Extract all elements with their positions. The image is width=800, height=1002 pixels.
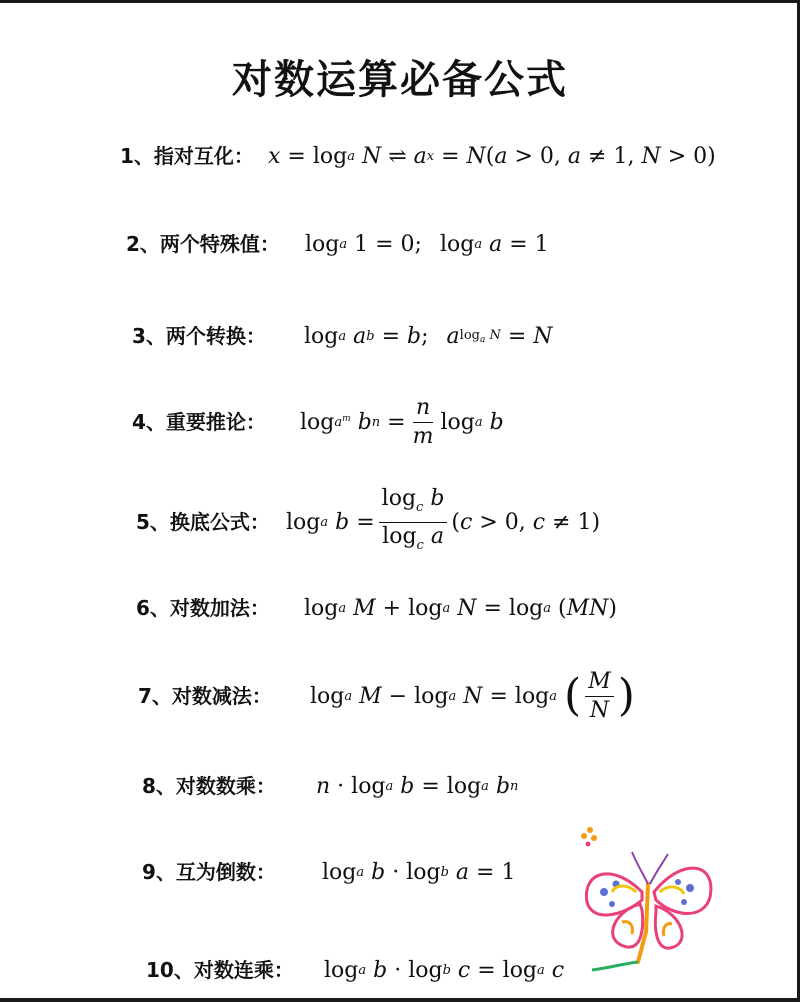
fraction-change-of-base: $\frac{\log_c b}{\log_c a}$ bbox=[379, 487, 448, 558]
formula-7: log a M − log a N = log a ( $\frac{M}{N}$ ) bbox=[310, 668, 635, 723]
formula-5: log a b = $\frac{\log_c b}{\log_c a}$ ( c > 0, c ≠ 1) bbox=[286, 492, 600, 552]
formula-4: log $a^m$ b n = $\frac{n}{m}$ log a b bbox=[300, 394, 504, 449]
formula-label-3: 3、两个转换： bbox=[132, 324, 266, 348]
formula-label-1: 1、指对互化： bbox=[120, 144, 254, 168]
formula-row-4 bbox=[0, 392, 800, 452]
formula-row-6 bbox=[0, 578, 800, 638]
formula-label-7: 7、对数减法： bbox=[138, 684, 272, 708]
fraction-n-over-m: $\frac{n}{m}$ bbox=[412, 394, 434, 449]
formula-row-2 bbox=[0, 214, 800, 274]
formula-2: log a 1 = 0; log a a = 1 bbox=[305, 231, 549, 257]
formula-row-3 bbox=[0, 306, 800, 366]
formula-row-7 bbox=[0, 666, 800, 726]
formula-row-1 bbox=[0, 126, 800, 186]
formula-label-5: 5、换底公式： bbox=[136, 510, 270, 534]
formula-row-5 bbox=[0, 485, 800, 553]
formula-3: log a a b = b ; a $\log_a N$ = N bbox=[304, 323, 553, 349]
top-border bbox=[0, 0, 800, 3]
page-title: 对数运算必备公式 bbox=[232, 57, 568, 103]
formula-10: log a b · log b c = log a c bbox=[324, 957, 565, 983]
formula-row-8 bbox=[0, 756, 800, 816]
butterfly-icon bbox=[572, 822, 722, 972]
formula-label-8: 8、对数数乘： bbox=[142, 774, 276, 798]
formula-1: x = log a N ⇌ a x = N ( a > 0, a ≠ 1, N > 0) bbox=[268, 143, 716, 169]
formula-label-4: 4、重要推论： bbox=[132, 410, 266, 434]
formula-9: log a b · log b a = 1 bbox=[322, 859, 516, 885]
formula-8: n · log a b = log a b n bbox=[316, 773, 519, 799]
formula-label-2: 2、两个特殊值： bbox=[126, 232, 280, 256]
formula-label-6: 6、对数加法： bbox=[136, 596, 270, 620]
fraction-m-over-n: $\frac{M}{N}$ bbox=[585, 670, 614, 723]
formula-6: log a M + log a N = log a ( MN ) bbox=[304, 595, 617, 621]
formula-label-10: 10、对数连乘： bbox=[146, 958, 294, 982]
formula-label-9: 9、互为倒数： bbox=[142, 860, 276, 884]
